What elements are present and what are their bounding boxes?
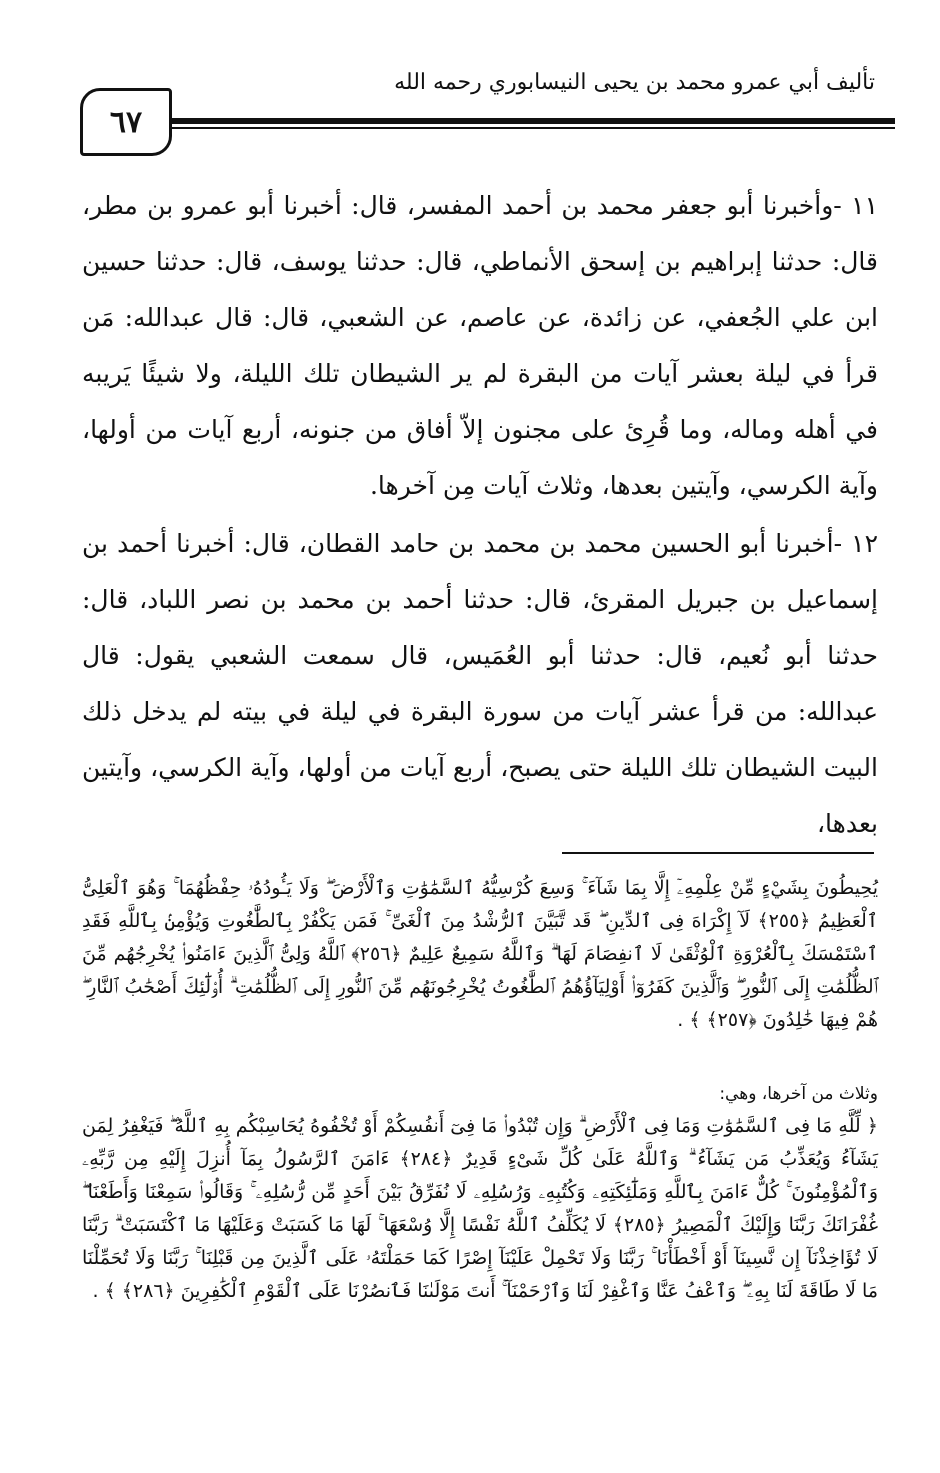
- header-rule-thin: [160, 127, 895, 129]
- page-header: [80, 70, 895, 160]
- header-rule-thick: [160, 118, 895, 124]
- paragraph-hadith-11: ١١ -وأخبرنا أبو جعفر محمد بن أحمد المفسر، قال: أخبرنا أبو عمرو بن مطر، قال: حدثنا إبراهيم بن إسحق الأنماطي، قال: حدثنا يوسف، قال: حدثنا حسين ابن علي الجُعفي، عن زائدة، عن عاصم، عن الشعبي، قال: قال عبدالله: مَن قرأ في ليلة بعشر آيات من البقرة لم ير الشيطان تلك الليلة، ولا شيئًا يَريبه في أهله وماله، وما قُرِئ على مجنون إلاّ أفاق من جنونه، أربع آيات من أولها، وآية الكرسي، وآيتين بعدها، وثلاث آيات مِن آخرها.: [82, 191, 878, 500]
- footnote-connector-text: وثلاث من آخرها، وهي:: [719, 1084, 878, 1104]
- footnote-quran-block-2: ﴿ لِّلَّهِ مَا فِى ٱلسَّمَٰوَٰتِ وَمَا فِى ٱلْأَرْضِ ۗ وَإِن تُبْدُوا۟ مَا فِىٓ أَنفُسِكُمْ أَوْ تُخْفُوهُ يُحَاسِبْكُم بِهِ ٱللَّهُ ۖ فَيَغْفِرُ لِمَن يَشَآءُ وَيُعَذِّبُ مَن يَشَآءُ ۗ وَٱللَّهُ عَلَىٰ كُلِّ شَىْءٍ قَدِيرٌ ﴿٢٨٤﴾ ءَامَنَ ٱلرَّسُولُ بِمَآ أُنزِلَ إِلَيْهِ مِن رَّبِّهِۦ وَٱلْمُؤْمِنُونَ ۚ كُلٌّ ءَامَنَ بِٱللَّهِ وَمَلَٰٓئِكَتِهِۦ وَكُتُبِهِۦ وَرُسُلِهِۦ لَا نُفَرِّقُ بَيْنَ أَحَدٍ مِّن رُّسُلِهِۦ ۚ وَقَالُوا۟ سَمِعْنَا وَأَطَعْنَا ۖ غُفْرَانَكَ رَبَّنَا وَإِلَيْكَ ٱلْمَصِيرُ ﴿٢٨٥﴾ لَا يُكَلِّفُ ٱللَّهُ نَفْسًا إِلَّا وُسْعَهَا ۚ لَهَا مَا كَسَبَتْ وَعَلَيْهَا مَا ٱكْتَسَبَتْ ۗ رَبَّنَا لَا تُؤَاخِذْنَآ إِن نَّسِينَآ أَوْ أَخْطَأْنَا ۚ رَبَّنَا وَلَا تَحْمِلْ عَلَيْنَآ إِصْرًا كَمَا حَمَلْتَهُۥ عَلَى ٱلَّذِينَ مِن قَبْلِنَا ۚ رَبَّنَا وَلَا تُحَمِّلْنَا مَا لَا طَاقَةَ لَنَا بِهِۦ ۖ وَٱعْفُ عَنَّا وَٱغْفِرْ لَنَا وَٱرْحَمْنَآ ۚ أَنتَ مَوْلَىٰنَا فَٱنصُرْنَا عَلَى ٱلْقَوْمِ ٱلْكَٰفِرِينَ ﴿٢٨٦﴾ ﴾ .: [82, 1115, 879, 1302]
- footnote-quran-block-1: يُحِيطُونَ بِشَيْءٍ مِّنْ عِلْمِهِۦٓ إِلَّا بِمَا شَآءَ ۚ وَسِعَ كُرْسِيُّهُ ٱلسَّمَٰوَٰتِ وَٱلْأَرْضَ ۖ وَلَا يَـُٔودُهُۥ حِفْظُهُمَا ۚ وَهُوَ ٱلْعَلِىُّ ٱلْعَظِيمُ ﴿٢٥٥﴾ لَآ إِكْرَاهَ فِى ٱلدِّينِ ۖ قَد تَّبَيَّنَ ٱلرُّشْدُ مِنَ ٱلْغَىِّ ۚ فَمَن يَكْفُرْ بِٱلطَّٰغُوتِ وَيُؤْمِنۢ بِٱللَّهِ فَقَدِ ٱسْتَمْسَكَ بِٱلْعُرْوَةِ ٱلْوُثْقَىٰ لَا ٱنفِصَامَ لَهَا ۗ وَٱللَّهُ سَمِيعٌ عَلِيمٌ ﴿٢٥٦﴾ ٱللَّهُ وَلِىُّ ٱلَّذِينَ ءَامَنُوا۟ يُخْرِجُهُم مِّنَ ٱلظُّلُمَٰتِ إِلَى ٱلنُّورِ ۖ وَٱلَّذِينَ كَفَرُوٓا۟ أَوْلِيَآؤُهُمُ ٱلطَّٰغُوتُ يُخْرِجُونَهُم مِّنَ ٱلنُّورِ إِلَى ٱلظُّلُمَٰتِ ۗ أُو۟لَٰٓئِكَ أَصْحَٰبُ ٱلنَّارِ ۖ هُمْ فِيهَا خَٰلِدُونَ ﴿٢٥٧﴾ ﴾ .: [82, 877, 878, 1031]
- page-number: ٦٧: [80, 88, 172, 156]
- paragraph-hadith-12: ١٢ -أخبرنا أبو الحسين محمد بن محمد بن حامد القطان، قال: أخبرنا أحمد بن إسماعيل بن جبريل المقرئ، قال: حدثنا أحمد بن محمد بن نصر اللباد، قال: حدثنا أبو نُعيم، قال: حدثنا أبو العُمَيس، قال سمعت الشعبي يقول: قال عبدالله: من قرأ عشر آيات من سورة البقرة في ليلة في بيته لم يدخل ذلك البيت الشيطان تلك الليلة حتى يصبح، أربع آيات من أولها، وآية الكرسي، وآيتين بعدها،: [82, 529, 878, 838]
- footnote-divider: [562, 852, 874, 854]
- running-title: تأليف أبي عمرو محمد بن يحيى النيسابوري رحمه الله: [394, 70, 875, 95]
